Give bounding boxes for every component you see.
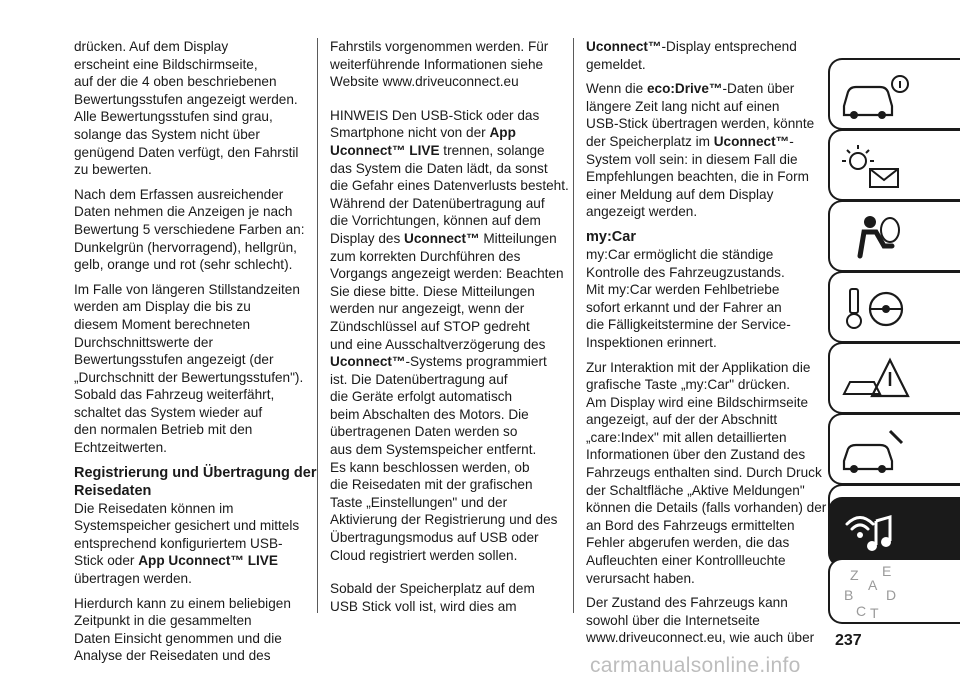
- text-line: Daten nehmen die Anzeigen je nach: [74, 204, 293, 220]
- text-line: Am Display wird eine Bildschirmseite: [586, 394, 809, 410]
- text-line: Alle Bewertungsstufen sind grau,: [74, 109, 273, 125]
- text-line: Mit my:Car werden Fehlbetriebe: [586, 282, 780, 298]
- paragraph: [586, 246, 818, 352]
- paragraph: [586, 80, 818, 221]
- text-line: USB-Stick übertragen werden, könnte: [586, 116, 815, 132]
- text-line: Echtzeitwerten.: [74, 440, 167, 456]
- car-info-icon[interactable]: [828, 58, 960, 130]
- index-letter: D: [886, 587, 897, 603]
- text-line: werden am Display die bis zu: [74, 299, 251, 315]
- section-heading: [74, 464, 317, 500]
- text-line: gemeldet.: [586, 56, 646, 72]
- text-line: gelb, orange und rot (sehr schlecht).: [74, 257, 293, 273]
- index-letter: A: [868, 577, 878, 593]
- text-line: Cloud registriert werden sollen.: [330, 547, 518, 563]
- text-line: USB Stick voll ist, wird dies am: [330, 598, 517, 614]
- text-line: Analyse der Reisedaten und des: [74, 648, 271, 664]
- text-line: entsprechend konfiguriertem USB-: [74, 535, 283, 551]
- text-line: Während der Datenübertragung auf: [330, 195, 545, 211]
- text-line: genügend Daten verfügt, den Fahrstil: [74, 144, 299, 160]
- text-line: auf der die 4 oben beschriebenen: [74, 74, 277, 90]
- text-line: angezeigt, auf der der Abschnitt: [586, 412, 778, 428]
- text-line: Fehler abgerufen werden, die das: [586, 535, 790, 551]
- bold-term: App Uconnect™ LIVE: [138, 553, 278, 569]
- page-number: 237: [835, 632, 862, 649]
- text-line: Dunkelgrün (hervorragend), hellgrün,: [74, 239, 297, 255]
- index-letter: Z: [850, 567, 859, 583]
- text-span: trennen, solange: [439, 142, 545, 158]
- text-span: Smartphone nicht von der: [330, 125, 490, 141]
- bold-term: Uconnect™ LIVE: [330, 142, 440, 158]
- text-line: „Durchschnitt der Bewertungsstufen").: [74, 369, 304, 385]
- text-line: erscheint eine Bildschirmseite,: [74, 56, 258, 72]
- text-line: sowohl über die Internetseite: [586, 612, 760, 628]
- column-3: [586, 38, 827, 647]
- text-line: Es kann beschlossen werden, ob: [330, 459, 530, 475]
- alphabetical-index-icon[interactable]: [828, 558, 960, 624]
- watermark: carmanualsonline.info: [590, 654, 801, 677]
- seat-airbag-icon[interactable]: [828, 200, 960, 272]
- paragraph: [74, 595, 306, 665]
- text-line: System voll sein: in diesem Fall die: [586, 151, 798, 167]
- column-1: [74, 38, 317, 665]
- text-line: beim Abschalten des Motors. Die: [330, 406, 529, 422]
- text-line: Taste „Einstellungen" und der: [330, 494, 508, 510]
- paragraph: [74, 38, 306, 179]
- paragraph: [586, 594, 818, 647]
- text-line: Empfehlungen beachten, die in Form: [586, 169, 809, 185]
- text-line: Kontrolle des Fahrzeugzustands.: [586, 264, 785, 280]
- bold-term: Uconnect™: [330, 354, 406, 370]
- key-steering-wheel-icon[interactable]: [828, 271, 960, 343]
- text-line: Inspektionen erinnert.: [586, 334, 717, 350]
- text-line: die Geräte erfolgt automatisch: [330, 389, 513, 405]
- text-line: Zeitpunkt in die gesammelten: [74, 613, 252, 629]
- text-line: Sobald das Fahrzeug weiterfährt,: [74, 387, 275, 403]
- column-divider: [573, 38, 574, 613]
- paragraph: [586, 38, 818, 73]
- paragraph: [74, 186, 306, 274]
- paragraph: [74, 281, 306, 457]
- text-line: Sobald der Speicherplatz auf dem: [330, 581, 535, 597]
- text-line: Aufleuchten einer Kontrollleuchte: [586, 553, 786, 569]
- text-line: angezeigt werden.: [586, 204, 698, 220]
- text-line: [330, 142, 562, 160]
- text-line: und eine Ausschaltverzögerung des: [330, 336, 546, 352]
- bold-term: Uconnect™: [713, 133, 790, 149]
- text-line: solange das System nicht über: [74, 126, 260, 142]
- text-line: drücken. Auf dem Display: [74, 39, 229, 54]
- text-line: an Bord des Fahrzeugs ermittelten: [586, 517, 795, 533]
- text-span: Mitteilungen: [479, 230, 557, 246]
- text-span: der Speicherplatz im: [586, 133, 714, 149]
- bold-term: App: [489, 125, 516, 141]
- text-line: Der Zustand des Fahrzeugs kann: [586, 595, 788, 611]
- breakdown-triangle-icon[interactable]: [828, 342, 960, 414]
- multimedia-icon[interactable]: [828, 497, 960, 567]
- text-line: die Reisedaten mit der grafischen: [330, 477, 533, 493]
- text-line: my:Car ermöglicht die ständige: [586, 246, 774, 262]
- text-line: Durchschnittswerte der: [74, 334, 214, 350]
- text-line: die Gefahr eines Datenverlusts besteht.: [330, 178, 569, 194]
- maintenance-car-icon[interactable]: [828, 413, 960, 485]
- text-line: zu bewerten.: [74, 162, 152, 178]
- text-line: Im Falle von längeren Stillstandzeiten: [74, 281, 300, 297]
- text-line: Daten Einsicht genommen und die: [74, 630, 282, 646]
- heading-line: Registrierung und Übertragung der: [74, 464, 317, 481]
- text-line: verursacht haben.: [586, 570, 695, 586]
- text-line: können die Details (falls vorhanden) der: [586, 500, 827, 516]
- text-line: [330, 230, 562, 248]
- text-line: Aktivierung der Registrierung und des: [330, 512, 558, 528]
- paragraph: [74, 500, 306, 588]
- bold-term: Uconnect™: [404, 230, 480, 246]
- text-line: Systemspeicher gesichert und mittels: [74, 518, 300, 534]
- text-line: „care:Index" mit allen detaillierten: [586, 429, 787, 445]
- text-line: der Schaltfläche „Aktive Meldungen": [586, 482, 805, 498]
- text-line: grafische Taste „my:Car" drücken.: [586, 377, 791, 393]
- text-line: Die Reisedaten können im: [74, 500, 234, 516]
- text-line: Bewertungsstufen angezeigt werden.: [74, 91, 298, 107]
- text-span: Wenn die: [586, 81, 647, 97]
- text-line: [330, 353, 562, 371]
- text-line: einer Meldung auf dem Display: [586, 186, 774, 202]
- paragraph: [330, 580, 562, 615]
- index-letter: B: [844, 587, 854, 603]
- text-line: Bewertung 5 verschiedene Farben an:: [74, 221, 305, 237]
- text-line: Vorgangs angezeigt werden: Beachten: [330, 266, 564, 282]
- text-line: HINWEIS Den USB-Stick oder das: [330, 107, 540, 123]
- warning-lights-icon[interactable]: [828, 129, 960, 201]
- text-line: Sie diese bitte. Diese Mitteilungen: [330, 283, 535, 299]
- text-line: ist. Die Datenübertragung auf: [330, 371, 508, 387]
- text-line: Hierdurch kann zu einem beliebigen: [74, 595, 291, 611]
- bold-term: eco:Drive™: [646, 81, 723, 97]
- section-heading: my:Car: [586, 228, 636, 245]
- text-line: die Fälligkeitstermine der Service-: [586, 317, 791, 333]
- column-2: [330, 38, 569, 615]
- index-letter: E: [882, 563, 892, 579]
- text-line: sofort erkannt und der Fahrer an: [586, 299, 782, 315]
- text-line: www.driveuconnect.eu, wie auch über: [586, 630, 815, 646]
- text-line: diesem Moment berechneten: [74, 316, 251, 332]
- text-line: [330, 124, 562, 142]
- bold-term: Uconnect™: [586, 39, 662, 54]
- paragraph: [330, 38, 562, 91]
- text-line: Fahrstils vorgenommen werden. Für: [330, 39, 549, 54]
- text-span: -Display entsprechend: [661, 39, 797, 54]
- text-line: schaltet das System wieder auf: [74, 404, 263, 420]
- heading-line: Reisedaten: [74, 482, 152, 499]
- text-line: werden nur angezeigt, wenn der: [330, 301, 525, 317]
- text-line: aus dem Systemspeicher entfernt.: [330, 442, 537, 458]
- text-line: übertragen werden.: [74, 571, 192, 587]
- column-divider: [317, 38, 318, 613]
- text-span: Display des: [330, 230, 405, 246]
- text-span: Stick oder: [74, 553, 139, 569]
- text-line: Website www.driveuconnect.eu: [330, 74, 519, 90]
- text-line: [586, 38, 818, 56]
- text-line: [74, 552, 306, 570]
- index-letter: T: [870, 605, 879, 621]
- text-line: den normalen Betrieb mit den: [74, 422, 253, 438]
- text-span: -Daten über: [722, 81, 795, 97]
- text-span: -: [789, 133, 794, 149]
- text-line: [586, 80, 818, 98]
- text-line: Bewertungsstufen angezeigt (der: [74, 352, 274, 368]
- text-line: weiterführende Informationen siehe: [330, 56, 544, 72]
- paragraph: [586, 359, 827, 588]
- text-line: das System die Daten lädt, da sonst: [330, 160, 548, 176]
- text-line: zum korrekten Durchführen des: [330, 248, 521, 264]
- text-line: übertragenen Daten werden so: [330, 424, 518, 440]
- text-line: die Vorrichtungen, können auf dem: [330, 213, 541, 229]
- text-line: Übertragungsmodus auf USB oder: [330, 530, 539, 546]
- text-line: Zur Interaktion mit der Applikation die: [586, 359, 811, 375]
- text-span: -Systems programmiert: [405, 354, 547, 370]
- text-line: Informationen über den Zustand des: [586, 447, 806, 463]
- text-line: [586, 133, 818, 151]
- text-line: Fahrzeugs enthalten sind. Durch Druck: [586, 465, 822, 481]
- note-paragraph: [330, 107, 569, 564]
- text-line: Nach dem Erfassen ausreichender: [74, 186, 284, 202]
- text-line: längere Zeit lang nicht auf einen: [586, 98, 780, 114]
- index-letter: C: [856, 603, 867, 619]
- text-line: Zündschlüssel auf STOP gedreht: [330, 318, 530, 334]
